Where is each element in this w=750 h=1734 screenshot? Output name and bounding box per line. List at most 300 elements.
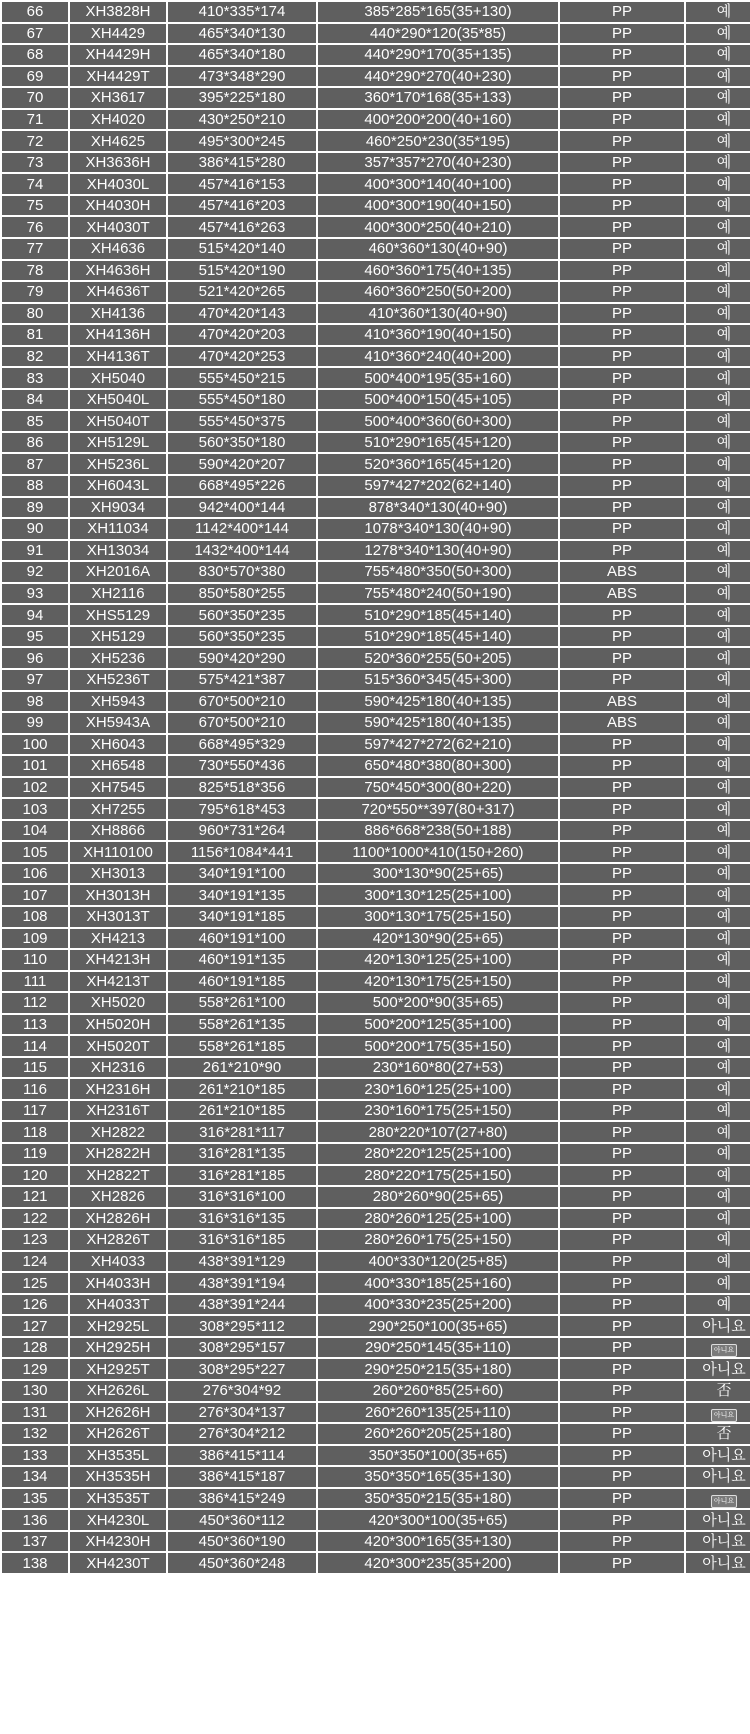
material-cell: PP: [559, 152, 685, 174]
availability-label: 아니요: [711, 1344, 737, 1357]
external-size-cell: 261*210*90: [167, 1057, 317, 1079]
availability-flag-cell: [685, 389, 750, 411]
availability-flag-cell: [685, 1251, 750, 1273]
material-cell: PP: [559, 798, 685, 820]
availability-flag-cell: [685, 1078, 750, 1100]
internal-size-cell: 878*340*130(40+90): [317, 497, 559, 519]
row-number-cell: 127: [1, 1315, 69, 1337]
availability-flag-cell: [685, 1165, 750, 1187]
table-row: [1, 1488, 750, 1510]
external-size-cell: 276*304*212: [167, 1423, 317, 1445]
internal-size-cell: 400*330*120(25+85): [317, 1251, 559, 1273]
external-size-cell: 430*250*210: [167, 109, 317, 131]
availability-flag-cell: [685, 475, 750, 497]
row-number-cell: 67: [1, 23, 69, 45]
availability-label: 예: [716, 111, 732, 128]
model-code-cell: XH4030T: [69, 216, 167, 238]
availability-flag-cell: [685, 712, 750, 734]
availability-flag-cell: [685, 928, 750, 950]
table-row: [1, 583, 750, 605]
model-code-cell: XH5040L: [69, 389, 167, 411]
material-cell: PP: [559, 1315, 685, 1337]
row-number-cell: 92: [1, 561, 69, 583]
external-size-cell: 457*416*153: [167, 173, 317, 195]
external-size-cell: 316*281*117: [167, 1121, 317, 1143]
availability-flag-cell: [685, 1035, 750, 1057]
model-code-cell: XH5943A: [69, 712, 167, 734]
availability-flag-cell: [685, 303, 750, 325]
row-number-cell: 96: [1, 647, 69, 669]
external-size-cell: 386*415*114: [167, 1445, 317, 1467]
row-number-cell: 102: [1, 777, 69, 799]
internal-size-cell: 755*480*350(50+300): [317, 561, 559, 583]
model-code-cell: XH3535L: [69, 1445, 167, 1467]
material-cell: PP: [559, 1466, 685, 1488]
model-code-cell: XH6043L: [69, 475, 167, 497]
availability-flag-cell: [685, 1531, 750, 1553]
table-row: [1, 626, 750, 648]
row-number-cell: 125: [1, 1272, 69, 1294]
availability-label: 예: [716, 520, 732, 538]
table-row: [1, 260, 750, 282]
table-row: [1, 604, 750, 626]
internal-size-cell: 280*220*175(25+150): [317, 1165, 559, 1187]
row-number-cell: 117: [1, 1100, 69, 1122]
internal-size-cell: 500*200*90(35+65): [317, 992, 559, 1014]
internal-size-cell: 886*668*238(50+188): [317, 820, 559, 842]
availability-flag-cell: [685, 1294, 750, 1316]
row-number-cell: 119: [1, 1143, 69, 1165]
external-size-cell: 386*415*187: [167, 1466, 317, 1488]
material-cell: PP: [559, 303, 685, 325]
external-size-cell: 340*191*135: [167, 884, 317, 906]
availability-flag-cell: [685, 1423, 750, 1445]
availability-flag-cell: [685, 971, 750, 993]
availability-flag-cell: [685, 1057, 750, 1079]
availability-label: 예: [716, 865, 732, 883]
table-row: [1, 1272, 750, 1294]
internal-size-cell: 300*130*125(25+100): [317, 884, 559, 906]
internal-size-cell: 360*170*168(35+133): [317, 87, 559, 109]
table-row: [1, 324, 750, 346]
availability-label: 아니요: [711, 1495, 737, 1508]
availability-flag-cell: [685, 734, 750, 756]
model-code-cell: XH3636H: [69, 152, 167, 174]
external-size-cell: 560*350*235: [167, 604, 317, 626]
availability-flag-cell: [685, 1, 750, 23]
external-size-cell: 590*420*207: [167, 453, 317, 475]
availability-label: 예: [716, 563, 732, 581]
external-size-cell: 795*618*453: [167, 798, 317, 820]
row-number-cell: 101: [1, 755, 69, 777]
availability-label: 아니요: [711, 1409, 737, 1422]
model-code-cell: XH4636T: [69, 281, 167, 303]
availability-flag-cell: [685, 755, 750, 777]
external-size-cell: 960*731*264: [167, 820, 317, 842]
model-code-cell: XH2626H: [69, 1402, 167, 1424]
row-number-cell: 71: [1, 109, 69, 131]
material-cell: PP: [559, 1423, 685, 1445]
availability-label: 예: [716, 3, 732, 21]
model-code-cell: XH4136: [69, 303, 167, 325]
model-code-cell: XH4429T: [69, 66, 167, 88]
model-code-cell: XH5236: [69, 647, 167, 669]
internal-size-cell: 755*480*240(50+190): [317, 583, 559, 605]
row-number-cell: 120: [1, 1165, 69, 1187]
availability-flag-cell: [685, 1121, 750, 1143]
external-size-cell: 558*261*185: [167, 1035, 317, 1057]
material-cell: PP: [559, 389, 685, 411]
table-row: [1, 130, 750, 152]
internal-size-cell: 590*425*180(40+135): [317, 712, 559, 734]
table-row: [1, 863, 750, 885]
external-size-cell: 495*300*245: [167, 130, 317, 152]
availability-label: 예: [716, 886, 732, 904]
table-row: [1, 518, 750, 540]
availability-label: 예: [716, 843, 732, 861]
row-number-cell: 118: [1, 1121, 69, 1143]
availability-label: 예: [716, 972, 732, 990]
external-size-cell: 316*316*135: [167, 1208, 317, 1230]
internal-size-cell: 460*360*250(50+200): [317, 281, 559, 303]
material-cell: PP: [559, 324, 685, 346]
internal-size-cell: 460*360*130(40+90): [317, 238, 559, 260]
availability-label: 예: [716, 24, 732, 42]
row-number-cell: 106: [1, 863, 69, 885]
table-row: [1, 281, 750, 303]
table-row: [1, 87, 750, 109]
external-size-cell: 558*261*135: [167, 1014, 317, 1036]
availability-flag-cell: [685, 173, 750, 195]
internal-size-cell: 410*360*240(40+200): [317, 346, 559, 368]
availability-label: 예: [716, 175, 732, 193]
row-number-cell: 136: [1, 1509, 69, 1531]
availability-label: 예: [716, 951, 732, 969]
material-cell: PP: [559, 1531, 685, 1553]
internal-size-cell: 260*260*85(25+60): [317, 1380, 559, 1402]
model-code-cell: XH4033H: [69, 1272, 167, 1294]
model-code-cell: XH4213H: [69, 949, 167, 971]
table-row: [1, 1466, 750, 1488]
availability-flag-cell: [685, 1208, 750, 1230]
row-number-cell: 66: [1, 1, 69, 23]
row-number-cell: 85: [1, 410, 69, 432]
table-row: [1, 540, 750, 562]
row-number-cell: 70: [1, 87, 69, 109]
row-number-cell: 95: [1, 626, 69, 648]
model-code-cell: XH3828H: [69, 1, 167, 23]
availability-label: 예: [716, 261, 732, 279]
internal-size-cell: 400*300*190(40+150): [317, 195, 559, 217]
material-cell: PP: [559, 1078, 685, 1100]
material-cell: PP: [559, 906, 685, 928]
row-number-cell: 132: [1, 1423, 69, 1445]
availability-flag-cell: [685, 87, 750, 109]
table-row: [1, 410, 750, 432]
external-size-cell: 515*420*190: [167, 260, 317, 282]
table-row: [1, 173, 750, 195]
material-cell: PP: [559, 1186, 685, 1208]
availability-label: 예: [716, 757, 732, 775]
table-row: [1, 561, 750, 583]
internal-size-cell: 720*550**397(80+317): [317, 798, 559, 820]
material-cell: PP: [559, 1488, 685, 1510]
row-number-cell: 77: [1, 238, 69, 260]
availability-label: 예: [716, 671, 732, 689]
external-size-cell: 825*518*356: [167, 777, 317, 799]
availability-label: 예: [716, 369, 732, 387]
availability-label: 예: [716, 455, 732, 473]
internal-size-cell: 420*300*100(35+65): [317, 1509, 559, 1531]
internal-size-cell: 1278*340*130(40+90): [317, 540, 559, 562]
availability-flag-cell: [685, 1014, 750, 1036]
external-size-cell: 316*316*185: [167, 1229, 317, 1251]
model-code-cell: XH4020: [69, 109, 167, 131]
material-cell: ABS: [559, 583, 685, 605]
availability-flag-cell: [685, 820, 750, 842]
model-code-cell: XH5129: [69, 626, 167, 648]
internal-size-cell: 410*360*130(40+90): [317, 303, 559, 325]
availability-label: 예: [716, 46, 732, 64]
internal-size-cell: 597*427*272(62+210): [317, 734, 559, 756]
table-row: [1, 777, 750, 799]
internal-size-cell: 650*480*380(80+300): [317, 755, 559, 777]
table-row: [1, 109, 750, 131]
model-code-cell: XH4429: [69, 23, 167, 45]
model-code-cell: XH5236L: [69, 453, 167, 475]
row-number-cell: 130: [1, 1380, 69, 1402]
row-number-cell: 68: [1, 44, 69, 66]
model-code-cell: XH2826: [69, 1186, 167, 1208]
table-row: [1, 23, 750, 45]
table-row: [1, 1294, 750, 1316]
row-number-cell: 86: [1, 432, 69, 454]
row-number-cell: 112: [1, 992, 69, 1014]
table-row: [1, 303, 750, 325]
model-code-cell: XH7255: [69, 798, 167, 820]
model-code-cell: XHS5129: [69, 604, 167, 626]
availability-flag-cell: [685, 1337, 750, 1359]
availability-label: 예: [716, 283, 732, 301]
availability-flag-cell: [685, 949, 750, 971]
material-cell: PP: [559, 1294, 685, 1316]
material-cell: PP: [559, 173, 685, 195]
internal-size-cell: 500*400*150(45+105): [317, 389, 559, 411]
availability-flag-cell: [685, 1358, 750, 1380]
availability-label: 예: [716, 1102, 732, 1120]
row-number-cell: 109: [1, 928, 69, 950]
availability-label: 예: [716, 994, 732, 1012]
table-row: [1, 1, 750, 23]
row-number-cell: 73: [1, 152, 69, 174]
row-number-cell: 90: [1, 518, 69, 540]
availability-flag-cell: [685, 798, 750, 820]
material-cell: PP: [559, 604, 685, 626]
material-cell: ABS: [559, 691, 685, 713]
internal-size-cell: 500*400*195(35+160): [317, 367, 559, 389]
external-size-cell: 555*450*180: [167, 389, 317, 411]
external-size-cell: 942*400*144: [167, 497, 317, 519]
model-code-cell: XH5020: [69, 992, 167, 1014]
table-row: [1, 1380, 750, 1402]
table-row: [1, 798, 750, 820]
availability-label: 예: [716, 1145, 732, 1163]
model-code-cell: XH4636H: [69, 260, 167, 282]
model-code-cell: XH7545: [69, 777, 167, 799]
table-row: [1, 712, 750, 734]
availability-flag-cell: [685, 992, 750, 1014]
internal-size-cell: 500*400*360(60+300): [317, 410, 559, 432]
table-row: [1, 949, 750, 971]
row-number-cell: 108: [1, 906, 69, 928]
material-cell: PP: [559, 23, 685, 45]
external-size-cell: 590*420*290: [167, 647, 317, 669]
availability-label: 예: [716, 606, 732, 624]
availability-flag-cell: [685, 1402, 750, 1424]
internal-size-cell: 440*290*170(35+135): [317, 44, 559, 66]
internal-size-cell: 590*425*180(40+135): [317, 691, 559, 713]
availability-label: 예: [716, 154, 732, 172]
internal-size-cell: 357*357*270(40+230): [317, 152, 559, 174]
table-row: [1, 1057, 750, 1079]
row-number-cell: 105: [1, 841, 69, 863]
material-cell: PP: [559, 884, 685, 906]
availability-label: 예: [716, 778, 732, 796]
external-size-cell: 386*415*249: [167, 1488, 317, 1510]
external-size-cell: 316*281*135: [167, 1143, 317, 1165]
internal-size-cell: 1078*340*130(40+90): [317, 518, 559, 540]
availability-label: 아니요: [702, 1533, 746, 1551]
availability-flag-cell: [685, 863, 750, 885]
availability-flag-cell: [685, 497, 750, 519]
internal-size-cell: 350*350*100(35+65): [317, 1445, 559, 1467]
row-number-cell: 135: [1, 1488, 69, 1510]
external-size-cell: 470*420*203: [167, 324, 317, 346]
model-code-cell: XH5040: [69, 367, 167, 389]
model-code-cell: XH4230L: [69, 1509, 167, 1531]
material-cell: PP: [559, 453, 685, 475]
table-row: [1, 1423, 750, 1445]
external-size-cell: 460*191*100: [167, 928, 317, 950]
table-row: [1, 216, 750, 238]
material-cell: PP: [559, 647, 685, 669]
external-size-cell: 410*335*174: [167, 1, 317, 23]
internal-size-cell: 230*160*80(27+53): [317, 1057, 559, 1079]
row-number-cell: 110: [1, 949, 69, 971]
material-cell: PP: [559, 130, 685, 152]
external-size-cell: 460*191*185: [167, 971, 317, 993]
internal-size-cell: 280*220*125(25+100): [317, 1143, 559, 1165]
external-size-cell: 450*360*248: [167, 1552, 317, 1574]
table-row: [1, 1358, 750, 1380]
row-number-cell: 100: [1, 734, 69, 756]
internal-size-cell: 300*130*90(25+65): [317, 863, 559, 885]
material-cell: PP: [559, 820, 685, 842]
material-cell: PP: [559, 777, 685, 799]
availability-label: 아니요: [702, 1511, 746, 1529]
availability-flag-cell: [685, 324, 750, 346]
availability-label: 아니요: [702, 1317, 746, 1335]
internal-size-cell: 410*360*190(40+150): [317, 324, 559, 346]
model-code-cell: XH4030L: [69, 173, 167, 195]
external-size-cell: 340*191*100: [167, 863, 317, 885]
table-row: [1, 195, 750, 217]
model-code-cell: XH6548: [69, 755, 167, 777]
model-code-cell: XH4213: [69, 928, 167, 950]
internal-size-cell: 280*260*175(25+150): [317, 1229, 559, 1251]
availability-label: 예: [716, 800, 732, 818]
availability-flag-cell: [685, 884, 750, 906]
material-cell: PP: [559, 1, 685, 23]
row-number-cell: 72: [1, 130, 69, 152]
row-number-cell: 103: [1, 798, 69, 820]
table-row: [1, 475, 750, 497]
model-code-cell: XH2116: [69, 583, 167, 605]
material-cell: PP: [559, 44, 685, 66]
model-code-cell: XH3013H: [69, 884, 167, 906]
external-size-cell: 668*495*226: [167, 475, 317, 497]
availability-flag-cell: [685, 583, 750, 605]
availability-flag-cell: [685, 906, 750, 928]
availability-label: 예: [716, 692, 732, 710]
row-number-cell: 80: [1, 303, 69, 325]
availability-label: 예: [716, 735, 732, 753]
table-row: [1, 389, 750, 411]
internal-size-cell: 260*260*205(25+180): [317, 1423, 559, 1445]
material-cell: PP: [559, 1402, 685, 1424]
availability-flag-cell: [685, 604, 750, 626]
external-size-cell: 450*360*112: [167, 1509, 317, 1531]
table-row: [1, 238, 750, 260]
availability-label: 예: [716, 1015, 732, 1033]
material-cell: PP: [559, 1552, 685, 1574]
internal-size-cell: 400*330*235(25+200): [317, 1294, 559, 1316]
row-number-cell: 84: [1, 389, 69, 411]
row-number-cell: 82: [1, 346, 69, 368]
row-number-cell: 116: [1, 1078, 69, 1100]
model-code-cell: XH2925H: [69, 1337, 167, 1359]
table-row: [1, 734, 750, 756]
material-cell: PP: [559, 1272, 685, 1294]
external-size-cell: 555*450*215: [167, 367, 317, 389]
external-size-cell: 308*295*157: [167, 1337, 317, 1359]
row-number-cell: 111: [1, 971, 69, 993]
material-cell: PP: [559, 497, 685, 519]
availability-flag-cell: [685, 195, 750, 217]
model-code-cell: XH3617: [69, 87, 167, 109]
availability-flag-cell: [685, 1100, 750, 1122]
row-number-cell: 94: [1, 604, 69, 626]
row-number-cell: 93: [1, 583, 69, 605]
model-code-cell: XH4136H: [69, 324, 167, 346]
table-row: [1, 1251, 750, 1273]
availability-label: 예: [716, 348, 732, 366]
model-code-cell: XH4625: [69, 130, 167, 152]
external-size-cell: 575*421*387: [167, 669, 317, 691]
external-size-cell: 515*420*140: [167, 238, 317, 260]
availability-flag-cell: [685, 432, 750, 454]
table-row: [1, 647, 750, 669]
availability-flag-cell: [685, 453, 750, 475]
internal-size-cell: 515*360*345(45+300): [317, 669, 559, 691]
row-number-cell: 88: [1, 475, 69, 497]
external-size-cell: 316*316*100: [167, 1186, 317, 1208]
external-size-cell: 450*360*190: [167, 1531, 317, 1553]
model-code-cell: XH2822: [69, 1121, 167, 1143]
internal-size-cell: 520*360*255(50+205): [317, 647, 559, 669]
row-number-cell: 83: [1, 367, 69, 389]
table-row: [1, 1014, 750, 1036]
